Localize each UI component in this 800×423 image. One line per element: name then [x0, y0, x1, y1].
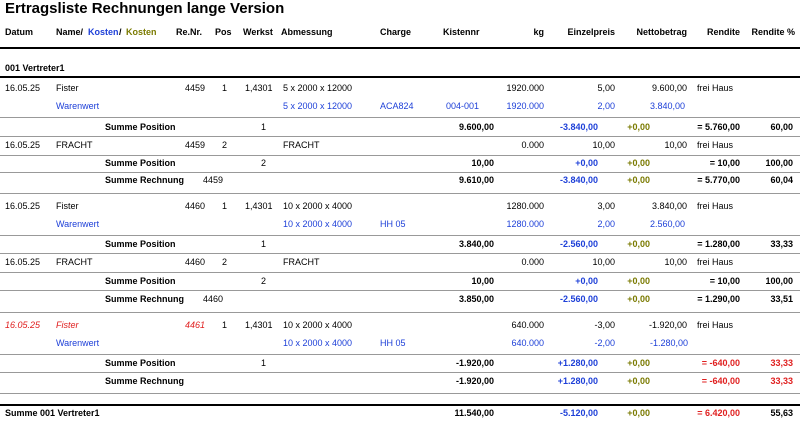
cell-label: Warenwert: [56, 219, 100, 229]
cell-label: Summe Position: [105, 358, 176, 368]
cell-pos: 2: [221, 257, 227, 267]
col-pos: Pos: [215, 27, 232, 37]
cell-pos: 1: [221, 201, 227, 211]
cell-netto: 2.560,00: [650, 219, 686, 229]
cell-rendite-pct: 55,63: [770, 408, 793, 418]
cell-kg: 1280.000: [506, 219, 544, 229]
cell-werkst: 1,4301: [245, 320, 273, 330]
table-row: [0, 317, 800, 335]
cell-charge: HH 05: [380, 219, 406, 229]
cell-label: Summe 001 Vertreter1: [5, 408, 100, 418]
cell-renr: 4459: [203, 175, 224, 185]
header-divider: [0, 47, 800, 49]
cell-rendite-pct: 33,33: [770, 358, 793, 368]
cell-rendite-pct: 60,04: [770, 175, 793, 185]
cell-charge: ACA824: [380, 101, 414, 111]
cell-rendite-pct: 33,33: [770, 376, 793, 386]
cell-charge: HH 05: [380, 338, 406, 348]
cell-kg: 1280.000: [506, 201, 544, 211]
cell-rendite: = 1.290,00: [697, 294, 740, 304]
col-slash: /: [119, 27, 122, 37]
cell-rendite: = 5.770,00: [697, 175, 740, 185]
table-row-warenwert: [0, 335, 800, 353]
cell-werkst: 1,4301: [245, 201, 273, 211]
cell-einzelpreis: -5.120,00: [559, 408, 598, 418]
cell-kg: 10,00: [471, 276, 494, 286]
cell-abmessung: 10 x 2000 x 4000: [283, 338, 353, 348]
group-total-row: [0, 405, 800, 423]
row-divider: [0, 312, 800, 313]
sum-invoice-row: [0, 291, 800, 309]
cell-kg: -1.920,00: [455, 376, 494, 386]
cell-einzelpreis: 10,00: [592, 140, 615, 150]
cell-abmessung: 5 x 2000 x 12000: [283, 83, 353, 93]
cell-datum: 16.05.25: [5, 257, 41, 267]
col-kosten-olive: Kosten: [126, 27, 157, 37]
cell-rendite-pct: 33,33: [770, 239, 793, 249]
group-divider: [0, 76, 800, 78]
cell-abmessung: FRACHT: [283, 257, 320, 267]
cell-kg: 11.540,00: [454, 408, 494, 418]
cell-netto: +0,00: [627, 294, 650, 304]
cell-info: frei Haus: [697, 83, 734, 93]
table-row: [0, 80, 800, 98]
col-rendite: Rendite: [706, 27, 740, 37]
cell-abmessung: 5 x 2000 x 12000: [283, 101, 353, 111]
cell-label: Warenwert: [56, 101, 100, 111]
cell-einzelpreis: 2,00: [597, 219, 615, 229]
cell-einzelpreis: 5,00: [597, 83, 615, 93]
cell-renr: 4460: [184, 201, 205, 211]
cell-rendite: = 1.280,00: [697, 239, 740, 249]
cell-rendite-pct: 33,51: [770, 294, 793, 304]
col-kosten-blue: Kosten: [88, 27, 119, 37]
cell-einzelpreis: -2,00: [594, 338, 615, 348]
table-row: [0, 254, 800, 272]
cell-kg: 9.600,00: [458, 122, 494, 132]
cell-netto: +0,00: [627, 158, 650, 168]
cell-name: Fister: [56, 83, 79, 93]
col-abmessung: Abmessung: [281, 27, 333, 37]
cell-label: Summe Position: [105, 122, 176, 132]
cell-abmessung: FRACHT: [283, 140, 320, 150]
cell-netto: 9.600,00: [651, 83, 687, 93]
sum-position-row: [0, 155, 800, 173]
sum-invoice-row: [0, 373, 800, 391]
sum-position-row: [0, 355, 800, 373]
cell-einzelpreis: -2.560,00: [559, 294, 598, 304]
cell-name: Fister: [56, 320, 79, 330]
cell-renr: 4459: [184, 140, 205, 150]
cell-rendite: = 5.760,00: [697, 122, 740, 132]
cell-label: Summe Rechnung: [105, 376, 185, 386]
cell-netto: +0,00: [627, 408, 650, 418]
column-header-row: [0, 24, 800, 42]
cell-einzelpreis: 3,00: [597, 201, 615, 211]
cell-label: Warenwert: [56, 338, 100, 348]
col-name: Name/: [56, 27, 84, 37]
cell-kg: 0.000: [521, 140, 544, 150]
cell-kg: 640.000: [511, 320, 544, 330]
cell-datum: 16.05.25: [5, 320, 41, 330]
cell-datum: 16.05.25: [5, 201, 41, 211]
cell-einzelpreis: +0,00: [575, 158, 598, 168]
cell-pos: 1: [261, 358, 267, 368]
cell-einzelpreis: +1.280,00: [557, 358, 598, 368]
cell-rendite: = -640,00: [701, 376, 740, 386]
col-kg: kg: [533, 27, 544, 37]
cell-datum: 16.05.25: [5, 140, 41, 150]
cell-pos: 1: [221, 83, 227, 93]
cell-label: Summe Position: [105, 239, 176, 249]
col-einzelpreis: Einzelpreis: [567, 27, 615, 37]
table-row-warenwert: [0, 98, 800, 116]
cell-netto: 3.840,00: [651, 201, 687, 211]
row-divider: [0, 117, 800, 118]
cell-netto: +0,00: [627, 239, 650, 249]
cell-einzelpreis: +1.280,00: [557, 376, 598, 386]
cell-netto: 3.840,00: [650, 101, 686, 111]
cell-werkst: 1,4301: [245, 83, 273, 93]
cell-rendite: = -640,00: [701, 358, 740, 368]
sum-position-row: [0, 119, 800, 137]
cell-einzelpreis: 2,00: [597, 101, 615, 111]
cell-abmessung: 10 x 2000 x 4000: [283, 219, 353, 229]
report-title: Ertragsliste Rechnungen lange Version: [5, 0, 285, 17]
cell-einzelpreis: -3.840,00: [559, 122, 598, 132]
cell-info: frei Haus: [697, 201, 734, 211]
cell-einzelpreis: 10,00: [592, 257, 615, 267]
col-kistennr: Kistennr: [443, 27, 480, 37]
cell-netto: +0,00: [627, 122, 650, 132]
col-datum: Datum: [5, 27, 34, 37]
cell-kg: 10,00: [471, 158, 494, 168]
cell-pos: 2: [261, 158, 267, 168]
col-charge: Charge: [380, 27, 412, 37]
cell-rendite-pct: 100,00: [765, 158, 793, 168]
cell-einzelpreis: -3.840,00: [559, 175, 598, 185]
cell-netto: +0,00: [627, 276, 650, 286]
cell-netto: +0,00: [627, 376, 650, 386]
cell-label: Summe Position: [105, 158, 176, 168]
cell-abmessung: 10 x 2000 x 4000: [283, 201, 353, 211]
cell-renr: 4459: [184, 83, 205, 93]
cell-name: FRACHT: [56, 140, 93, 150]
cell-netto: -1.920,00: [648, 320, 687, 330]
cell-einzelpreis: -2.560,00: [559, 239, 598, 249]
cell-pos: 2: [261, 276, 267, 286]
cell-pos: 1: [261, 239, 267, 249]
col-nettobetrag: Nettobetrag: [636, 27, 687, 37]
col-werkst: Werkst: [243, 27, 273, 37]
cell-label: Summe Position: [105, 276, 176, 286]
cell-renr: 4460: [203, 294, 224, 304]
cell-info: frei Haus: [697, 320, 734, 330]
table-row: [0, 137, 800, 155]
cell-netto: 10,00: [664, 140, 687, 150]
table-row: [0, 198, 800, 216]
cell-rendite: = 10,00: [709, 276, 740, 286]
cell-rendite: = 6.420,00: [697, 408, 740, 418]
cell-einzelpreis: +0,00: [575, 276, 598, 286]
cell-datum: 16.05.25: [5, 83, 41, 93]
cell-kg: 3.850,00: [458, 294, 494, 304]
cell-label: Summe Rechnung: [105, 294, 185, 304]
cell-pos: 1: [261, 122, 267, 132]
cell-netto: -1.280,00: [650, 338, 689, 348]
cell-kg: 1920.000: [506, 101, 544, 111]
cell-einzelpreis: -3,00: [594, 320, 615, 330]
cell-kg: 1920.000: [506, 83, 544, 93]
row-divider: [0, 193, 800, 194]
cell-pos: 1: [221, 320, 227, 330]
cell-kg: 3.840,00: [458, 239, 494, 249]
cell-rendite: = 10,00: [709, 158, 740, 168]
cell-name: FRACHT: [56, 257, 93, 267]
cell-kg: -1.920,00: [455, 358, 494, 368]
col-rendite-pct: Rendite %: [751, 27, 795, 37]
cell-kg: 0.000: [521, 257, 544, 267]
cell-abmessung: 10 x 2000 x 4000: [283, 320, 353, 330]
table-row-warenwert: [0, 216, 800, 234]
cell-rendite-pct: 60,00: [770, 122, 793, 132]
sum-position-row: [0, 273, 800, 291]
cell-name: Fister: [56, 201, 79, 211]
group-title: 001 Vertreter1: [5, 63, 65, 73]
sum-position-row: [0, 236, 800, 254]
cell-renr: 4460: [184, 257, 205, 267]
cell-netto: +0,00: [627, 358, 650, 368]
cell-pos: 2: [221, 140, 227, 150]
cell-netto: +0,00: [627, 175, 650, 185]
cell-kistennr: 004-001: [446, 101, 480, 111]
cell-kg: 640.000: [511, 338, 544, 348]
cell-rendite-pct: 100,00: [765, 276, 793, 286]
cell-kg: 9.610,00: [458, 175, 494, 185]
sum-invoice-row: [0, 172, 800, 190]
col-renr: Re.Nr.: [176, 27, 203, 37]
row-divider: [0, 393, 800, 394]
cell-label: Summe Rechnung: [105, 175, 185, 185]
cell-netto: 10,00: [664, 257, 687, 267]
cell-renr: 4461: [184, 320, 205, 330]
cell-info: frei Haus: [697, 257, 734, 267]
cell-info: frei Haus: [697, 140, 734, 150]
